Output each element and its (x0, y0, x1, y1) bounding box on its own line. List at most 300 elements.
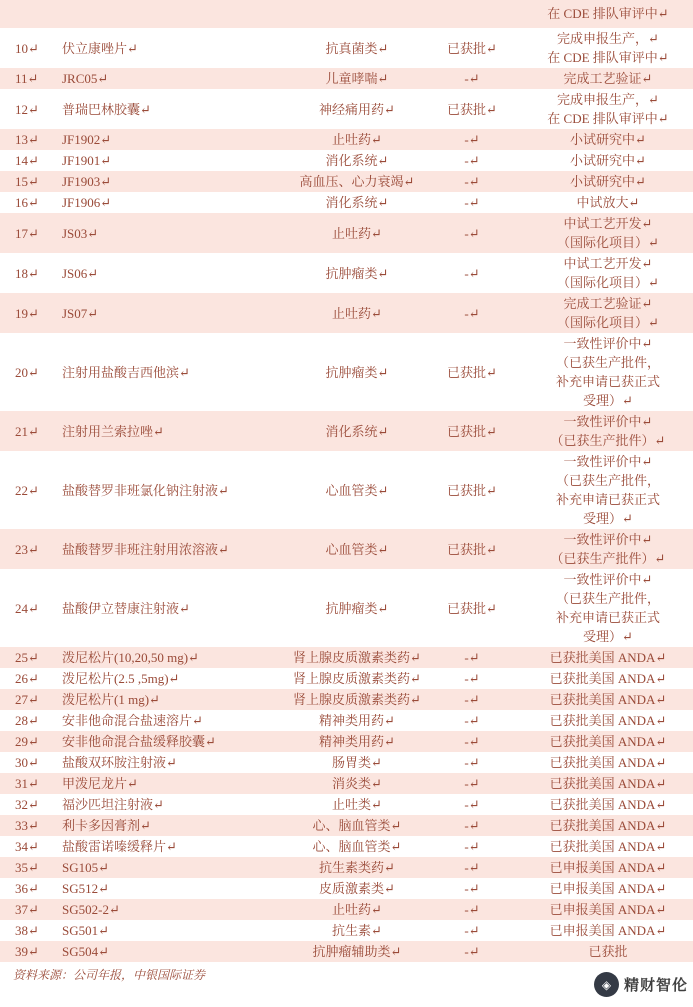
drug-name (57, 130, 293, 149)
drug-category (293, 304, 421, 323)
drug-name (57, 100, 293, 119)
drug-category (293, 363, 421, 382)
drug-name-line: 利卡多因膏剂↵ (62, 818, 151, 833)
progress-status (523, 90, 693, 128)
drug-category-line: 心、脑血管类↵ (312, 839, 402, 854)
row-number-line: 10↵ (15, 40, 39, 56)
row-number (0, 422, 57, 441)
progress-status-line: 中试放大↵ (576, 195, 640, 210)
progress-status-line: 已获批美国 ANDA↵ (549, 650, 667, 665)
approval-status (421, 648, 523, 667)
approval-status-line: -↵ (464, 923, 480, 938)
drug-category (293, 900, 421, 919)
row-number-line: 32↵ (15, 797, 39, 812)
drug-name-line: SG502-2↵ (62, 902, 120, 917)
drug-category (293, 130, 421, 149)
drug-name (57, 193, 293, 212)
approval-status-line: -↵ (464, 902, 480, 917)
approval-status (421, 264, 523, 283)
progress-status (523, 690, 693, 709)
approval-status-line: -↵ (464, 671, 480, 686)
progress-status (523, 530, 693, 568)
approval-status (421, 795, 523, 814)
drug-name-line: SG105↵ (62, 860, 110, 875)
approval-status (421, 193, 523, 212)
progress-status-line: 完成申报生产，↵ (557, 92, 659, 107)
table-row (0, 28, 693, 68)
approval-status-line: -↵ (464, 776, 480, 791)
table-row (0, 129, 693, 150)
progress-status-line: 已获批美国 ANDA↵ (549, 671, 667, 686)
source-note: 资料来源：公司年报，中银国际证券 (13, 968, 206, 982)
table-row (0, 333, 693, 411)
progress-status-line: 一致性评价中↵ (563, 454, 653, 469)
drug-category (293, 711, 421, 730)
table-row (0, 451, 693, 529)
row-number-line: 33↵ (15, 818, 39, 833)
progress-status-line: 在 CDE 排队审评中↵ (547, 6, 669, 21)
table-row (0, 569, 693, 647)
progress-status-line: 小试研究中↵ (570, 174, 646, 189)
drug-category-line: 心血管类↵ (325, 482, 389, 498)
progress-status-line: 已获批美国 ANDA↵ (549, 818, 667, 833)
watermark (594, 972, 688, 997)
drug-category (293, 753, 421, 772)
drug-category-line: 抗肿瘤类↵ (325, 265, 389, 281)
drug-category (293, 816, 421, 835)
drug-name-line: 泼尼松片(2.5 ,5mg)↵ (62, 671, 180, 686)
drug-name-line: JRC05↵ (62, 71, 109, 86)
drug-category-line: 抗生素↵ (332, 923, 382, 938)
row-number-line: 27↵ (15, 692, 39, 707)
approval-status-line: -↵ (464, 860, 480, 875)
row-number-line: 29↵ (15, 734, 39, 749)
drug-name (57, 39, 293, 58)
drug-category-line: 精神类用药↵ (319, 713, 395, 728)
approval-status (421, 69, 523, 88)
row-number (0, 172, 57, 191)
approval-status (421, 172, 523, 191)
drug-category-line: 皮质激素类↵ (319, 881, 395, 896)
drug-name (57, 648, 293, 667)
approval-status (421, 774, 523, 793)
drug-name-line: JF1906↵ (62, 195, 112, 210)
progress-status (523, 452, 693, 528)
drug-category-line: 心血管类↵ (325, 541, 389, 557)
drug-name (57, 774, 293, 793)
row-number-line: 21↵ (15, 423, 39, 439)
drug-name (57, 921, 293, 940)
progress-status-line: 完成申报生产，↵ (557, 31, 659, 46)
approval-status (421, 879, 523, 898)
row-number-line: 22↵ (15, 482, 39, 498)
row-number-line: 34↵ (15, 839, 39, 854)
approval-status (421, 151, 523, 170)
approval-status-line: -↵ (464, 881, 480, 896)
row-number (0, 921, 57, 940)
drug-name-line: 盐酸替罗非班氯化钠注射液↵ (62, 482, 229, 498)
row-number (0, 837, 57, 856)
progress-status (523, 69, 693, 88)
row-number (0, 363, 57, 382)
table-row (0, 89, 693, 129)
progress-status (523, 753, 693, 772)
row-number-line: 18↵ (15, 265, 39, 281)
approval-status (421, 921, 523, 940)
row-number-line: 37↵ (15, 902, 39, 917)
row-number (0, 774, 57, 793)
row-number (0, 193, 57, 212)
drug-name (57, 224, 293, 243)
progress-status (523, 921, 693, 940)
row-number-line: 36↵ (15, 881, 39, 896)
drug-category-line: 抗生素类药↵ (319, 860, 395, 875)
progress-status-line: （国际化项目）↵ (557, 235, 659, 250)
drug-category (293, 69, 421, 88)
drug-name (57, 816, 293, 835)
drug-category (293, 151, 421, 170)
approval-status-line: 已获批↵ (447, 541, 497, 557)
drug-category-line: 神经痛用药↵ (319, 101, 395, 117)
approval-status (421, 540, 523, 559)
drug-name (57, 690, 293, 709)
table-row (0, 192, 693, 213)
approval-status-line: -↵ (464, 839, 480, 854)
progress-status-line: 一致性评价中↵ (563, 572, 653, 587)
row-number (0, 795, 57, 814)
progress-status-line: 补充申请已获正式 (555, 610, 660, 625)
drug-category-line: 肾上腺皮质激素类药↵ (293, 692, 421, 707)
progress-status-line: 已申报美国 ANDA↵ (549, 860, 667, 875)
approval-status-line: -↵ (464, 818, 480, 833)
drug-name-line: 伏立康唑片↵ (62, 40, 138, 56)
approval-status-line: -↵ (464, 71, 480, 86)
progress-status-line: （国际化项目）↵ (557, 315, 659, 330)
progress-status-line: 受理）↵ (583, 393, 633, 408)
progress-status-line: 已申报美国 ANDA↵ (549, 881, 667, 896)
row-number-line: 24↵ (15, 600, 39, 616)
progress-status (523, 151, 693, 170)
progress-status (523, 648, 693, 667)
row-number (0, 599, 57, 618)
drug-category (293, 879, 421, 898)
drug-category (293, 540, 421, 559)
drug-name-line: 注射用盐酸吉西他滨↵ (62, 364, 190, 380)
drug-name (57, 711, 293, 730)
drug-category (293, 39, 421, 58)
table-row (0, 920, 693, 941)
drug-name (57, 900, 293, 919)
progress-status (523, 172, 693, 191)
drug-category-line: 消炎类↵ (332, 776, 382, 791)
row-number (0, 648, 57, 667)
table-row (0, 752, 693, 773)
approval-status (421, 39, 523, 58)
progress-status (523, 214, 693, 252)
drug-name-line: 安非他命混合盐速溶片↵ (62, 713, 203, 728)
drug-name-line: JF1902↵ (62, 132, 112, 147)
drug-category-line: 心、脑血管类↵ (312, 818, 402, 833)
drug-name-line: 泼尼松片(10,20,50 mg)↵ (62, 650, 199, 665)
approval-status (421, 599, 523, 618)
row-number (0, 224, 57, 243)
row-number-line: 16↵ (15, 195, 39, 210)
drug-category-line: 止吐药↵ (332, 902, 382, 917)
table-row (0, 171, 693, 192)
row-number-line: 20↵ (15, 364, 39, 380)
table-row (0, 150, 693, 171)
row-number (0, 900, 57, 919)
progress-status-line: （已获生产批件）↵ (550, 433, 666, 448)
drug-category (293, 481, 421, 500)
drug-category-line: 止吐药↵ (332, 225, 382, 241)
drug-category (293, 732, 421, 751)
drug-name (57, 669, 293, 688)
row-number-line: 17↵ (15, 225, 39, 241)
progress-status-line: 受理）↵ (583, 511, 633, 526)
row-number (0, 540, 57, 559)
drug-category-line: 抗肿瘤辅助类↵ (312, 944, 402, 959)
drug-category (293, 100, 421, 119)
table-row (0, 529, 693, 569)
row-number (0, 669, 57, 688)
row-number (0, 264, 57, 283)
row-number-line: 13↵ (15, 132, 39, 147)
approval-status-line: -↵ (464, 692, 480, 707)
approval-status-line: -↵ (464, 713, 480, 728)
progress-status (523, 570, 693, 646)
approval-status (421, 753, 523, 772)
progress-status-line: 一致性评价中↵ (563, 336, 653, 351)
progress-status (523, 858, 693, 877)
progress-status-line: 小试研究中↵ (570, 153, 646, 168)
drug-name-line: JF1901↵ (62, 153, 112, 168)
row-number-line: 30↵ (15, 755, 39, 770)
drug-name (57, 753, 293, 772)
row-number (0, 879, 57, 898)
table-row (0, 68, 693, 89)
approval-status (421, 837, 523, 856)
drug-name (57, 304, 293, 323)
progress-status (523, 837, 693, 856)
row-number (0, 690, 57, 709)
row-number-line: 38↵ (15, 923, 39, 938)
progress-status-line: 完成工艺验证↵ (563, 71, 653, 86)
drug-category (293, 264, 421, 283)
progress-status (523, 732, 693, 751)
progress-status-line: 已获批 (588, 944, 628, 959)
approval-status-line: -↵ (464, 944, 480, 959)
progress-status-line: 补充申请已获正式 (555, 492, 660, 507)
row-number-line: 26↵ (15, 671, 39, 686)
drug-name (57, 599, 293, 618)
approval-status (421, 942, 523, 961)
approval-status-line: -↵ (464, 153, 480, 168)
table-row (0, 689, 693, 710)
drug-category-line: 抗真菌类↵ (325, 40, 389, 56)
drug-category-line: 消化系统↵ (325, 195, 389, 210)
table-row (0, 941, 693, 962)
drug-name (57, 540, 293, 559)
drug-name (57, 172, 293, 191)
drug-name (57, 837, 293, 856)
approval-status (421, 481, 523, 500)
table-row (0, 794, 693, 815)
progress-status (523, 900, 693, 919)
approval-status (421, 816, 523, 835)
row-number (0, 942, 57, 961)
progress-status-line: 补充申请已获正式 (555, 374, 660, 389)
table-row (0, 411, 693, 451)
row-number (0, 100, 57, 119)
row-number (0, 304, 57, 323)
table-row (0, 773, 693, 794)
table-row (0, 253, 693, 293)
drug-name-line: JS06↵ (62, 265, 99, 281)
drug-category-line: 肠胃类↵ (332, 755, 382, 770)
approval-status (421, 422, 523, 441)
drug-name-line: 甲泼尼龙片↵ (62, 776, 138, 791)
progress-status-line: 在 CDE 排队审评中↵ (547, 111, 669, 126)
drug-category-line: 止吐药↵ (332, 132, 382, 147)
drug-name (57, 264, 293, 283)
approval-status-line: -↵ (464, 195, 480, 210)
progress-status-line: 已申报美国 ANDA↵ (549, 923, 667, 938)
table-row (0, 213, 693, 253)
row-number-line: 28↵ (15, 713, 39, 728)
drug-category-line: 抗肿瘤类↵ (325, 600, 389, 616)
row-number (0, 481, 57, 500)
drug-name (57, 363, 293, 382)
approval-status-line: 已获批↵ (447, 40, 497, 56)
drug-category (293, 599, 421, 618)
table-row (0, 647, 693, 668)
progress-status (523, 29, 693, 67)
table-row (0, 668, 693, 689)
progress-status-line: （已获生产批件， (555, 473, 660, 488)
progress-status (523, 795, 693, 814)
drug-name-line: SG501↵ (62, 923, 110, 938)
approval-status (421, 363, 523, 382)
approval-status-line: 已获批↵ (447, 482, 497, 498)
drug-category (293, 837, 421, 856)
row-number (0, 711, 57, 730)
progress-status-line: （国际化项目）↵ (557, 275, 659, 290)
row-number (0, 732, 57, 751)
drug-name-line: JS03↵ (62, 225, 99, 241)
table-row (0, 836, 693, 857)
drug-category (293, 921, 421, 940)
drug-name (57, 69, 293, 88)
progress-status-line: （已获生产批件）↵ (550, 551, 666, 566)
drug-name (57, 795, 293, 814)
drug-name-line: 安非他命混合盐缓释胶囊↵ (62, 734, 216, 749)
drug-category (293, 690, 421, 709)
drug-category-line: 抗肿瘤类↵ (325, 364, 389, 380)
drug-category (293, 422, 421, 441)
row-number (0, 816, 57, 835)
table-row (0, 731, 693, 752)
progress-status (523, 774, 693, 793)
progress-status-line: 完成工艺验证↵ (563, 296, 653, 311)
progress-status (523, 816, 693, 835)
row-number-line: 23↵ (15, 541, 39, 557)
row-number (0, 69, 57, 88)
progress-status-line: 小试研究中↵ (570, 132, 646, 147)
progress-status (523, 193, 693, 212)
approval-status-line: -↵ (464, 265, 480, 281)
approval-status-line: 已获批↵ (447, 423, 497, 439)
progress-status-line: 已获批美国 ANDA↵ (549, 776, 667, 791)
approval-status (421, 690, 523, 709)
row-number (0, 39, 57, 58)
drug-category-line: 肾上腺皮质激素类药↵ (293, 671, 421, 686)
row-number-line: 35↵ (15, 860, 39, 875)
table-row (0, 857, 693, 878)
progress-status-line: 已获批美国 ANDA↵ (549, 734, 667, 749)
approval-status (421, 900, 523, 919)
progress-status-line: 已申报美国 ANDA↵ (549, 902, 667, 917)
drug-category-line: 消化系统↵ (325, 423, 389, 439)
row-number (0, 753, 57, 772)
drug-category (293, 795, 421, 814)
progress-status (523, 669, 693, 688)
progress-status (523, 334, 693, 410)
progress-status (523, 130, 693, 149)
drug-category-line: 精神类用药↵ (319, 734, 395, 749)
row-number-line: 15↵ (15, 174, 39, 189)
drug-category-line: 消化系统↵ (325, 153, 389, 168)
row-number-line: 39↵ (15, 944, 39, 959)
drug-name-line: 盐酸双环胺注射液↵ (62, 755, 177, 770)
drug-name-line: 盐酸替罗非班注射用浓溶液↵ (62, 541, 229, 557)
drug-category (293, 648, 421, 667)
progress-status (523, 879, 693, 898)
drug-category-line: 止吐类↵ (332, 797, 382, 812)
approval-status-line: -↵ (464, 650, 480, 665)
drug-name (57, 942, 293, 961)
row-number-line: 19↵ (15, 305, 39, 321)
table-rows-container (0, 28, 693, 962)
approval-status (421, 858, 523, 877)
row-number-line: 12↵ (15, 101, 39, 117)
drug-name-line: 泼尼松片(1 mg)↵ (62, 692, 160, 707)
drug-name-line: SG504↵ (62, 944, 110, 959)
drug-category (293, 669, 421, 688)
progress-status-line: 在 CDE 排队审评中↵ (547, 50, 669, 65)
approval-status-line: 已获批↵ (447, 364, 497, 380)
drug-name-line: 普瑞巴林胶囊↵ (62, 101, 151, 117)
approval-status-line: -↵ (464, 132, 480, 147)
drug-name (57, 858, 293, 877)
progress-status-line: （已获生产批件， (555, 591, 660, 606)
approval-status (421, 130, 523, 149)
progress-status (523, 412, 693, 450)
approval-status-line: 已获批↵ (447, 600, 497, 616)
drug-name (57, 879, 293, 898)
row-number-line: 25↵ (15, 650, 39, 665)
progress-status (523, 1, 693, 27)
drug-category (293, 193, 421, 212)
drug-category-line: 儿童哮喘↵ (325, 71, 389, 86)
progress-status (523, 711, 693, 730)
progress-status-line: 中试工艺开发↵ (563, 256, 653, 271)
progress-status-line: 已获批美国 ANDA↵ (549, 797, 667, 812)
drug-category (293, 942, 421, 961)
drug-name (57, 422, 293, 441)
progress-status-line: 受理）↵ (583, 629, 633, 644)
drug-name-line: 盐酸雷诺嗪缓释片↵ (62, 839, 177, 854)
